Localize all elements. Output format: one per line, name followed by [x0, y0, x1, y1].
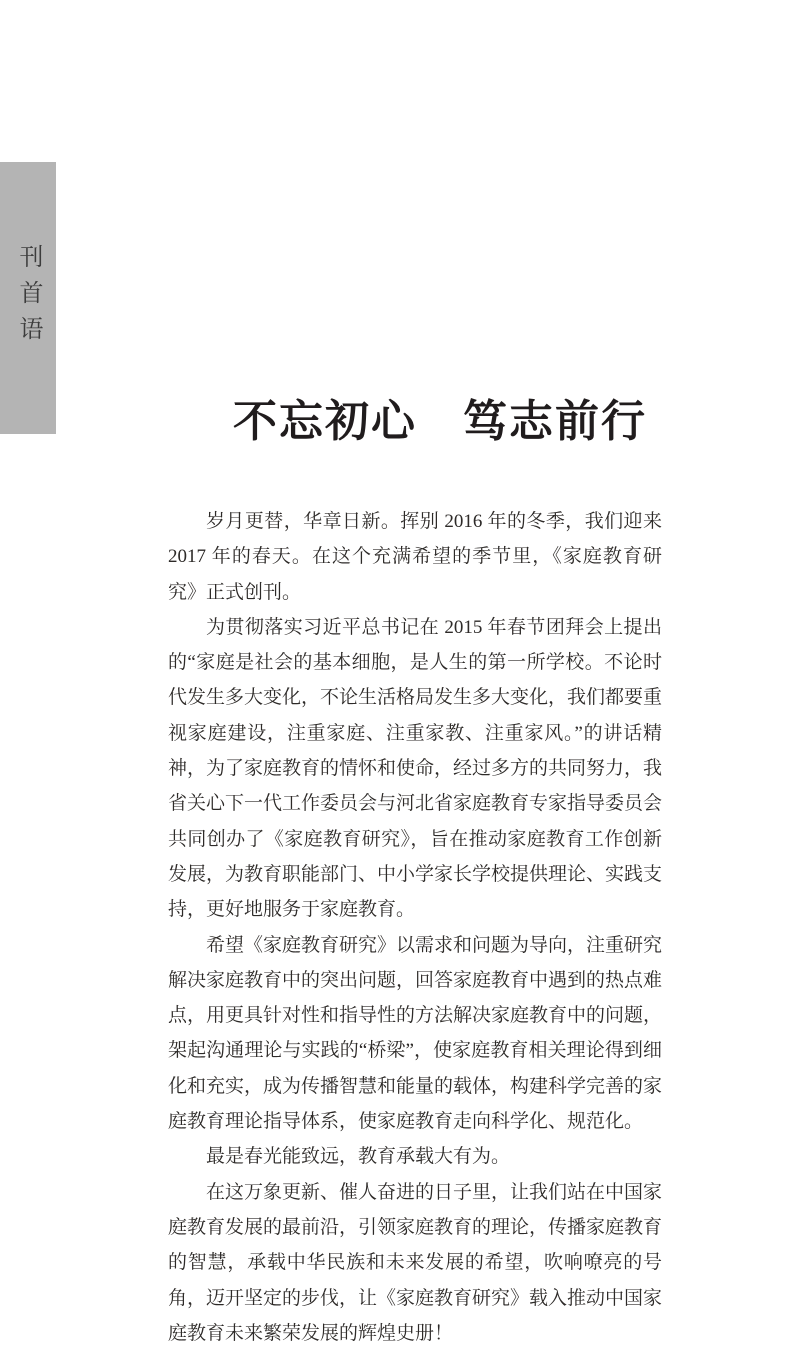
- paragraph-5: 在这万象更新、催人奋进的日子里，让我们站在中国家庭教育发展的最前沿，引领家庭教育的理论，传播家庭教育的智慧，承载中华民族和未来发展的希望，吹响嘹亮的号角，迈开坚定的步伐，让《家庭教育研究》载入推动中国家庭教育未来繁荣发展的辉煌史册！: [168, 1181, 663, 1344]
- section-tab-label: 刊首语: [15, 244, 41, 352]
- section-tab: [0, 162, 56, 434]
- paragraph-1: 岁月更替，华章日新。挥别 2016 年的冬季，我们迎来 2017 年的春天。在这个充满希望的季节里，《家庭教育研究》正式创刊。: [168, 511, 662, 603]
- paragraph-2: 为贯彻落实习近平总书记在 2015 年春节团拜会上提出的“家庭是社会的基本细胞，是人生的第一所学校。不论时代发生多大变化，不论生活格局发生多大变化，我们都要重视家庭建设，注重家庭、注重家教、注重家风。”的讲话精神，为了家庭教育的情怀和使命，经过多方的共同努力，我省关心下一代工作委员会与河北省家庭教育专家指导委员会共同创办了《家庭教育研究》，旨在推动家庭教育工作创新发展，为教育职能部门、中小学家长学校提供理论、实践支持，更好地服务于家庭教育。: [168, 616, 663, 921]
- paragraph-4: 最是春光能致远，教育承载大有为。: [206, 1146, 511, 1168]
- article-title: 不忘初心 笃志前行: [233, 397, 647, 446]
- article-body: [168, 504, 662, 1350]
- paragraph-3: 希望《家庭教育研究》以需求和问题为导向，注重研究解决家庭教育中的突出问题，回答家庭教育中遇到的热点难点，用更具针对性和指导性的方法解决家庭教育中的问题，架起沟通理论与实践的“桥梁”，使家庭教育相关理论得到细化和充实，成为传播智慧和能量的载体，构建科学完善的家庭教育理论指导体系，使家庭教育走向科学化、规范化。: [168, 934, 663, 1133]
